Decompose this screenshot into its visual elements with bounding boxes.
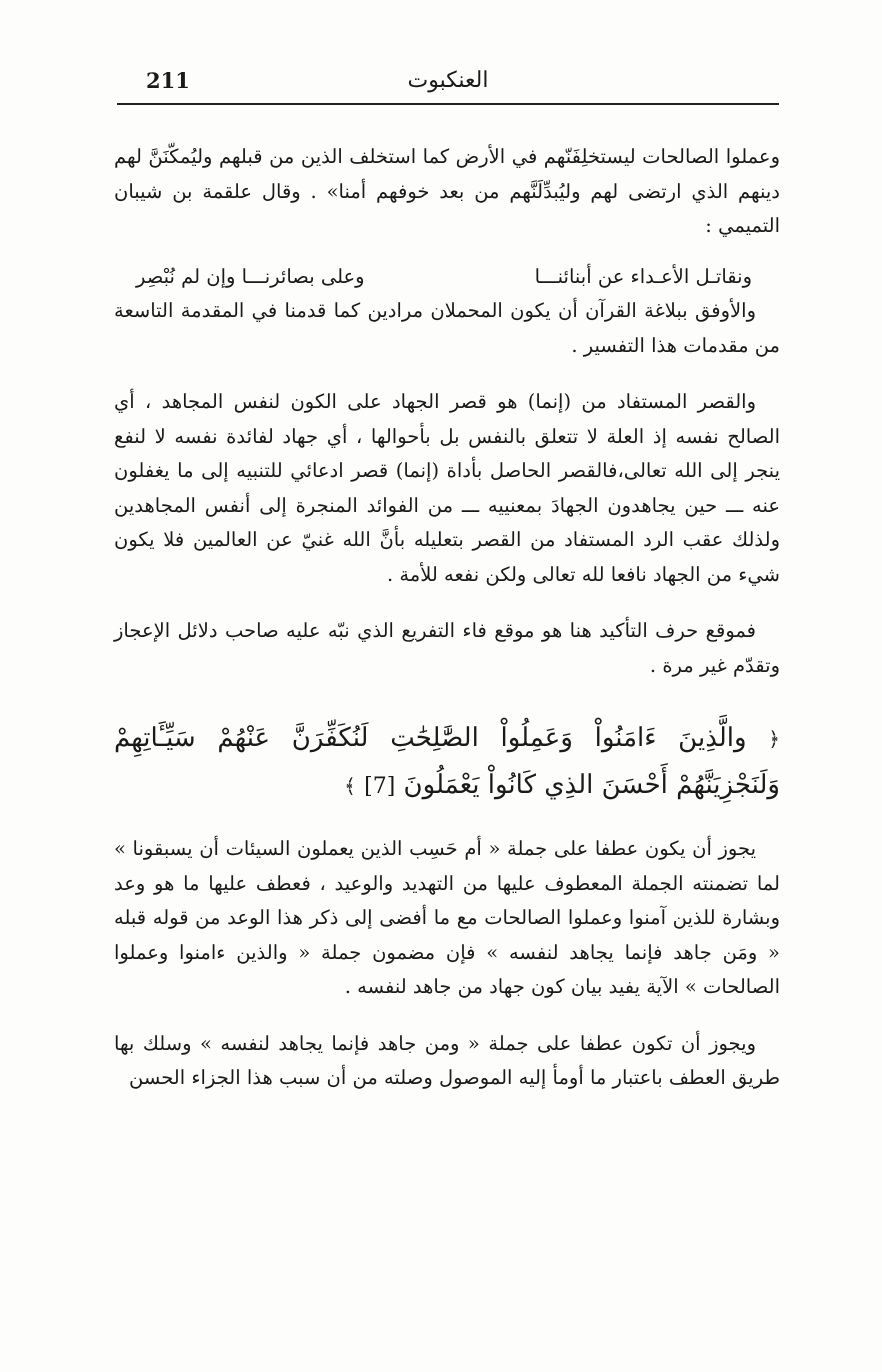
verse-first-hemistich: ونقاتـل الأعـداء عن أبنائنـــا — [534, 264, 752, 288]
header-rule — [117, 103, 779, 105]
quran-verse-text: والَّذِينَ ءَامَنُواْ وَعَمِلُواْ الصَّٰلِحَٰتِ لَنُكَفِّرَنَّ عَنْهُمْ سَيِّـَٔاتِهِمْ وَلَنَجْزِيَنَّهُمْ أَحْسَنَ الذِي كَانُواْ يَعْمَلُونَ — [114, 723, 780, 800]
paragraph-3: والقصر المستفاد من (إنما) هو قصر الجهاد على الكون لنفس المجاهد ، أي الصالح نفسه إذ العلة لا تتعلق بالنفس بل بأحوالها ، أي جهاد لفائدة نفسه لا لنفع ينجر إلى الله تعالى،فالقصر الحاصل بأداة (إنما) قصر ادعائي للتنبيه إلى ما يغفلون عنه ـــ حين يجاهدون الجهادَ بمعنييه ـــ من الفوائد المنجرة إلى أنفس المجاهدين ولذلك عقب الرد المستفاد من القصر بتعليله بأنَّ الله غنيّ عن العالمين فلا يكون شيء من الجهاد نافعا لله تعالى ولكن نفعه للأمة . — [114, 390, 780, 586]
paragraph-5: يجوز أن يكون عطفا على جملة « أم حَسِب الذين يعملون السيئات أن يسبقونا » لما تضمنته الجملة المعطوف عليها من التهديد والوعيد ، فعطف عليها ما هو وعد وبشارة للذين آمنوا وعملوا الصالحات مع ما أفضى إلى ذكر هذا الوعد من قوله قبله « ومَن جاهد فإنما يجاهد لنفسه » فإن مضمون جملة « والذين ءامنوا وعملوا الصالحات » الآية يفيد بيان كون جهاد من جاهد لنفسه . — [114, 837, 780, 998]
ayah-number: [7] — [364, 774, 396, 799]
page-body — [114, 140, 780, 1096]
running-title: العنكبوت — [407, 68, 489, 93]
ornate-bracket-open: ﴿ — [768, 727, 780, 751]
paragraph-4: فموقع حرف التأكيد هنا هو موقع فاء التفريع الذي نبّه عليه صاحب دلائل الإعجاز وتقدّم غير مرة . — [114, 619, 780, 677]
poetry-verse — [114, 260, 780, 295]
paragraph-1: وعملوا الصالحات ليستخلِفَنّهم في الأرض كما استخلف الذين من قبلهم وليُمكّنَنَّ لهم دينهم الذي ارتضى لهم وليُبدِّلَنَّهم من بعد خوفهم أمنا» . وقال علقمة بن شيبان التميمي : — [114, 145, 780, 237]
quran-verse — [114, 715, 780, 810]
page-number: 211 — [146, 68, 190, 93]
paragraph-6: ويجوز أن تكون عطفا على جملة « ومن جاهد فإنما يجاهد لنفسه » وسلك بها طريق العطف باعتبار ما أومأ إليه الموصول وصلته من أن سبب هذا الجزاء الحسن — [114, 1031, 780, 1089]
ornate-bracket-close: ﴾ — [344, 774, 356, 798]
page-header — [118, 62, 778, 102]
verse-second-hemistich: وعلى بصائرنـــا وإن لم نُبْصِر — [136, 264, 365, 288]
paragraph-2: والأوفق ببلاغة القرآن أن يكون المحملان مرادين كما قدمنا في المقدمة التاسعة من مقدمات هذا التفسير . — [114, 299, 780, 357]
